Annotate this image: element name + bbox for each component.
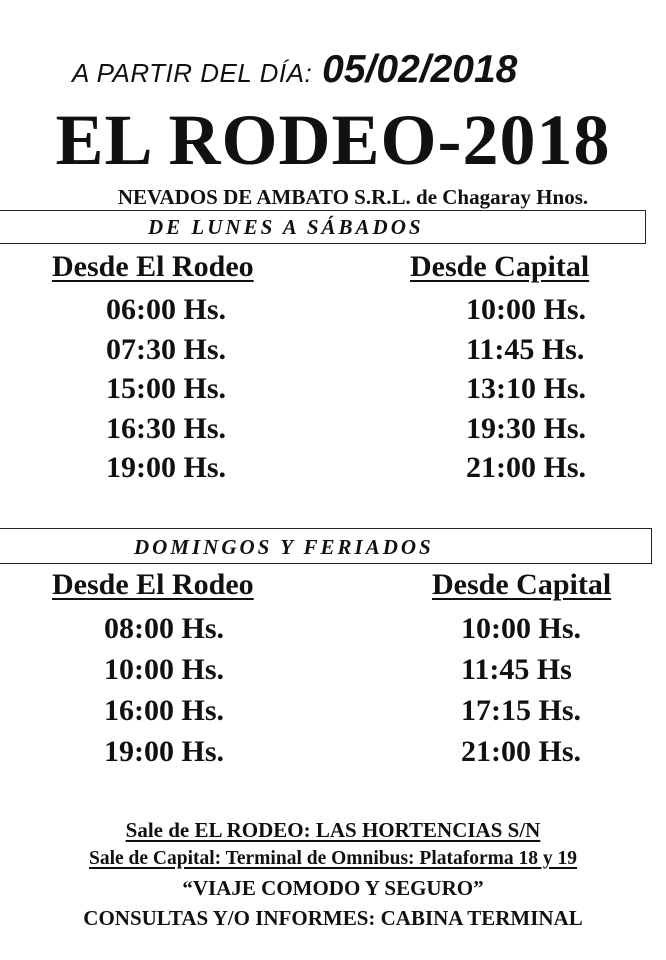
footer-departure-rodeo bbox=[0, 818, 666, 843]
departure-time: 08:00 Hs. bbox=[104, 612, 224, 645]
weekday-from-rodeo-heading: Desde El Rodeo bbox=[52, 250, 254, 283]
holiday-from-rodeo-times bbox=[104, 608, 224, 772]
departure-time: 16:30 Hs. bbox=[106, 411, 226, 445]
departure-time: 21:00 Hs. bbox=[466, 451, 586, 484]
poster-title: EL RODEO-2018 bbox=[55, 100, 611, 180]
weekday-label: DE LUNES A SÁBADOS bbox=[148, 215, 424, 239]
holiday-from-capital-times bbox=[461, 608, 581, 772]
departure-time: 07:30 Hs. bbox=[106, 332, 226, 366]
departure-time: 06:00 Hs. bbox=[106, 293, 226, 326]
weekday-band bbox=[0, 210, 646, 244]
holiday-from-rodeo-column bbox=[52, 568, 254, 602]
effective-date-line bbox=[72, 48, 517, 92]
effective-date: 05/02/2018 bbox=[322, 48, 518, 91]
footer-contact: CONSULTAS Y/O INFORMES: CABINA TERMINAL bbox=[83, 906, 583, 930]
departure-time: 10:00 Hs. bbox=[104, 653, 224, 686]
company-name: NEVADOS DE AMBATO S.R.L. de Chagaray Hnos. bbox=[117, 185, 589, 209]
holiday-from-capital-column bbox=[432, 568, 611, 602]
weekday-from-capital-times bbox=[466, 290, 586, 488]
departure-time: 13:10 Hs. bbox=[466, 372, 586, 405]
effective-date-prefix: A PARTIR DEL DÍA: bbox=[72, 58, 313, 88]
holiday-from-capital-heading: Desde Capital bbox=[432, 568, 612, 601]
holiday-from-rodeo-heading: Desde El Rodeo bbox=[52, 568, 254, 601]
departure-time: 10:00 Hs. bbox=[466, 293, 586, 326]
departure-time: 21:00 Hs. bbox=[461, 735, 581, 768]
footer-slogan: “VIAJE COMODO Y SEGURO” bbox=[182, 876, 484, 900]
departure-time: 17:15 Hs. bbox=[461, 694, 581, 727]
weekday-from-rodeo-times bbox=[106, 290, 226, 488]
weekday-from-rodeo-column bbox=[52, 250, 254, 284]
departure-time: 11:45 Hs bbox=[461, 653, 572, 686]
departure-time: 19:00 Hs. bbox=[104, 735, 224, 768]
departure-capital-text: Sale de Capital: Terminal de Omnibus: Plataforma 18 y 19 bbox=[88, 848, 578, 869]
departure-rodeo-text: Sale de EL RODEO: LAS HORTENCIAS S/N bbox=[125, 818, 541, 842]
departure-time: 19:00 Hs. bbox=[106, 451, 226, 484]
departure-time: 19:30 Hs. bbox=[466, 411, 586, 445]
weekday-from-capital-heading: Desde Capital bbox=[410, 250, 590, 283]
departure-time: 10:00 Hs. bbox=[461, 612, 581, 645]
departure-time: 15:00 Hs. bbox=[106, 372, 226, 405]
holiday-label: DOMINGOS Y FERIADOS bbox=[134, 535, 434, 559]
weekday-from-capital-column bbox=[410, 250, 589, 284]
departure-time: 11:45 Hs. bbox=[466, 332, 585, 366]
departure-time: 16:00 Hs. bbox=[104, 694, 224, 727]
holiday-band bbox=[0, 528, 652, 564]
footer-departure-capital bbox=[0, 848, 666, 870]
